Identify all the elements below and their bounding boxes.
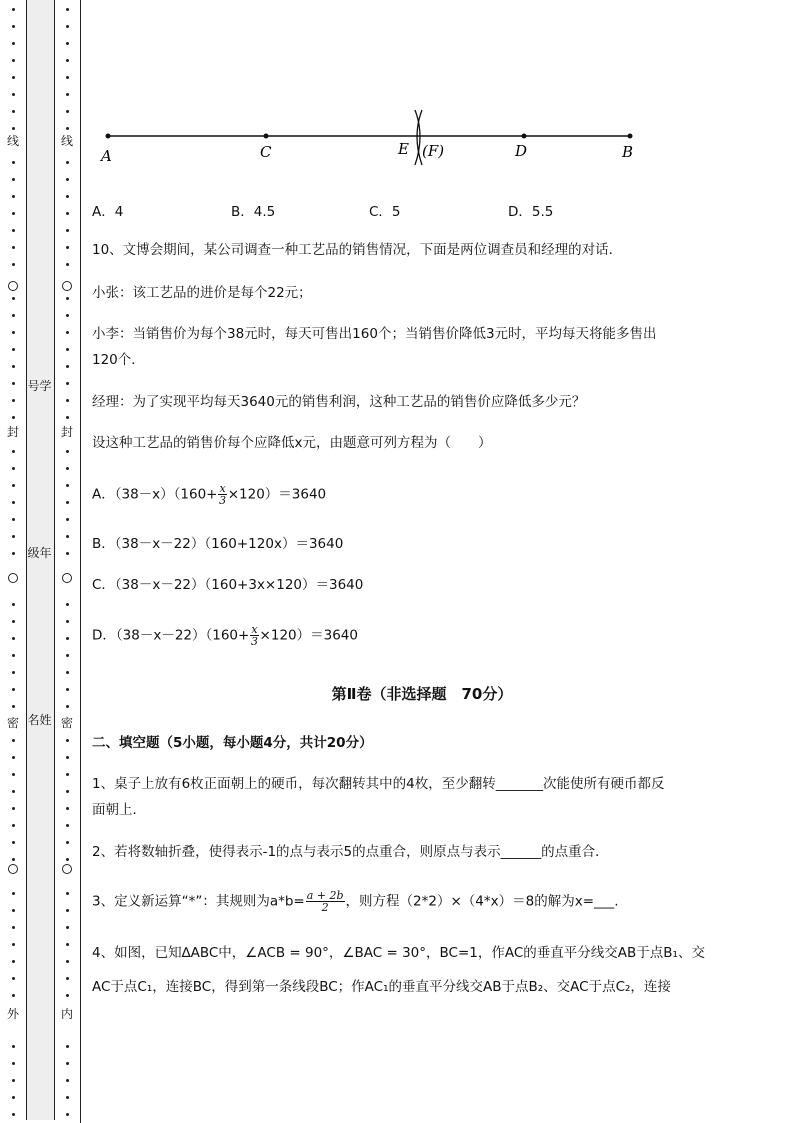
binding-dot xyxy=(66,416,69,419)
binding-dot xyxy=(12,416,15,419)
binding-dot xyxy=(66,926,69,929)
q10-stem: 10、文博会期间，某公司调查一种工艺品的销售情况，下面是两位调查员和经理的对话． xyxy=(92,242,623,258)
binding-dot xyxy=(12,1113,15,1116)
binding-dot xyxy=(12,42,15,45)
q10-li-line1: 小李：当销售价为每个38元时，每天可售出160个；当销售价降低3元时，平均每天将能多售出 xyxy=(92,326,657,342)
binding-dot xyxy=(12,858,15,861)
outer-mark-secret: 密 xyxy=(6,716,19,730)
q10-setup: 设这种工艺品的销售价每个应降低x元，由题意可列方程为（ ） xyxy=(92,435,492,451)
inner-mark-inside: 内 xyxy=(60,1007,73,1021)
q10-option-a: A．（38－x）（160+ $\frac{x}{3}$ ×120）＝3640 xyxy=(92,482,327,507)
inner-mark-seal: 封 xyxy=(60,425,73,439)
binding-dot xyxy=(66,76,69,79)
binding-dot xyxy=(66,705,69,708)
binding-margin-inner xyxy=(54,0,81,1123)
binding-dot xyxy=(12,1096,15,1099)
outer-mark-seal: 封 xyxy=(6,425,19,439)
q9-option-b: B．4.5 xyxy=(231,204,276,220)
binding-dot xyxy=(12,484,15,487)
number-line-diagram xyxy=(95,105,655,175)
binding-dot xyxy=(66,1062,69,1065)
binding-dot xyxy=(12,93,15,96)
binding-dot xyxy=(12,297,15,300)
fill-q4-line2: AC于点C₁，连接BC，得到第一条线段BC；作AC₁的垂直平分线交AB于点B₂、交AC于点C₂，连接 xyxy=(92,979,671,995)
binding-dot xyxy=(12,178,15,181)
binding-dot xyxy=(12,450,15,453)
outer-mark-line: 线 xyxy=(6,134,19,148)
binding-dot xyxy=(12,110,15,113)
binding-hole-circle xyxy=(8,281,18,291)
binding-dot xyxy=(12,59,15,62)
binding-dot xyxy=(66,1096,69,1099)
binding-dot xyxy=(12,977,15,980)
student-number-label: 号学 xyxy=(27,379,52,393)
fraction-x-over-3: $\frac{x}{3}$ xyxy=(219,482,227,507)
binding-dot xyxy=(66,739,69,742)
binding-dot xyxy=(66,943,69,946)
q10-manager: 经理：为了实现平均每天3640元的销售利润，这种工艺品的销售价应降低多少元？ xyxy=(92,394,586,410)
binding-hole-circle xyxy=(62,281,72,291)
binding-dot xyxy=(66,620,69,623)
binding-dot xyxy=(66,1113,69,1116)
binding-dot xyxy=(12,841,15,844)
point-c xyxy=(264,134,269,139)
binding-dot xyxy=(12,1045,15,1048)
binding-hole-circle xyxy=(8,573,18,583)
binding-dot xyxy=(12,246,15,249)
point-d xyxy=(522,134,527,139)
q10-option-c: C．（38－x－22）（160+3x×120）＝3640 xyxy=(92,577,364,593)
binding-dot xyxy=(66,773,69,776)
binding-dot xyxy=(12,365,15,368)
binding-dot xyxy=(12,314,15,317)
q9-option-c: C．5 xyxy=(369,204,401,220)
label-f: (F) xyxy=(422,142,445,160)
binding-dot xyxy=(66,909,69,912)
point-b xyxy=(628,134,633,139)
binding-dot xyxy=(12,637,15,640)
binding-dot xyxy=(66,314,69,317)
fill-blank-section-heading: 二、填空题（5小题，每小题4分，共计20分） xyxy=(92,735,373,751)
label-e: E xyxy=(398,140,409,158)
fill-q1-line2: 面朝上． xyxy=(92,802,146,818)
binding-dot xyxy=(66,484,69,487)
binding-dot xyxy=(66,195,69,198)
binding-dot xyxy=(66,93,69,96)
fill-q2: 2、若将数轴折叠，使得表示-1的点与表示5的点重合，则原点与表示______的点重合． xyxy=(92,844,609,860)
binding-dot xyxy=(12,212,15,215)
binding-dot xyxy=(66,756,69,759)
binding-dot xyxy=(12,620,15,623)
binding-dot xyxy=(12,671,15,674)
inner-mark-secret: 密 xyxy=(60,716,73,730)
binding-dot xyxy=(12,654,15,657)
binding-dot xyxy=(12,739,15,742)
binding-dot xyxy=(66,297,69,300)
binding-dot xyxy=(66,42,69,45)
binding-dot xyxy=(12,399,15,402)
binding-dot xyxy=(12,501,15,504)
binding-dot xyxy=(12,348,15,351)
binding-dot xyxy=(66,450,69,453)
binding-dot xyxy=(66,603,69,606)
binding-dot xyxy=(66,382,69,385)
q9-option-a: A．4 xyxy=(92,204,124,220)
binding-dot xyxy=(12,552,15,555)
binding-dot xyxy=(12,1062,15,1065)
binding-dot xyxy=(66,263,69,266)
binding-dot xyxy=(66,807,69,810)
label-b: B xyxy=(622,143,634,161)
binding-dot xyxy=(12,1079,15,1082)
binding-dot xyxy=(66,977,69,980)
binding-dot xyxy=(66,654,69,657)
binding-dot xyxy=(66,110,69,113)
binding-dot xyxy=(66,637,69,640)
fraction-a-plus-2b-over-2: $\frac{a + 2b}{2}$ xyxy=(306,889,344,914)
binding-dot xyxy=(66,348,69,351)
binding-dot xyxy=(12,195,15,198)
binding-dot xyxy=(12,790,15,793)
binding-dot xyxy=(66,671,69,674)
outer-mark-outside: 外 xyxy=(6,1007,19,1021)
binding-dot xyxy=(12,535,15,538)
binding-dot xyxy=(12,824,15,827)
binding-dot xyxy=(66,467,69,470)
binding-dot xyxy=(66,824,69,827)
binding-dot xyxy=(12,25,15,28)
binding-dot xyxy=(66,161,69,164)
binding-dot xyxy=(66,518,69,521)
binding-dot xyxy=(12,960,15,963)
binding-dot xyxy=(12,263,15,266)
binding-dot xyxy=(12,229,15,232)
binding-dot xyxy=(66,229,69,232)
binding-dot xyxy=(66,365,69,368)
binding-dot xyxy=(12,943,15,946)
binding-dot xyxy=(66,960,69,963)
binding-dot xyxy=(66,552,69,555)
binding-dot xyxy=(12,892,15,895)
fill-q1-line1: 1、桌子上放有6枚正面朝上的硬币，每次翻转其中的4枚，至少翻转_______次能使所有硬币都反 xyxy=(92,776,665,792)
binding-margin-outer xyxy=(0,0,26,1123)
binding-dot xyxy=(66,858,69,861)
binding-hole-circle xyxy=(8,864,18,874)
fill-q3: 3、定义新运算“*”：其规则为a*b= $\frac{a + 2b}{2}$ ，则方程（2*2）×（4*x）＝8的解为x=___. xyxy=(92,889,619,914)
binding-dot xyxy=(12,994,15,997)
binding-dot xyxy=(12,161,15,164)
q10-option-d: D．（38－x－22）（160+ $\frac{x}{3}$ ×120）＝3640 xyxy=(92,623,358,648)
binding-hole-circle xyxy=(62,864,72,874)
label-c: C xyxy=(260,143,272,161)
binding-dot xyxy=(66,1079,69,1082)
binding-dot xyxy=(12,705,15,708)
binding-dot xyxy=(12,909,15,912)
binding-dot xyxy=(12,688,15,691)
binding-dot xyxy=(66,535,69,538)
binding-dot xyxy=(12,926,15,929)
binding-dot xyxy=(66,127,69,130)
fill-q4-line1: 4、如图，已知∆ABC中，∠ACB = 90°，∠BAC = 30°，BC=1，作AC的垂直平分线交AB于点B₁、交 xyxy=(92,945,705,961)
name-label: 名姓 xyxy=(27,713,52,727)
binding-dot xyxy=(66,59,69,62)
binding-dot xyxy=(66,501,69,504)
part-two-title: 第Ⅱ卷（非选择题 70分） xyxy=(331,685,513,703)
binding-dot xyxy=(12,807,15,810)
inner-mark-line: 线 xyxy=(60,134,73,148)
binding-dot xyxy=(66,8,69,11)
binding-hole-circle xyxy=(62,573,72,583)
binding-dot xyxy=(66,246,69,249)
binding-dot xyxy=(12,518,15,521)
binding-dot xyxy=(66,688,69,691)
binding-dot xyxy=(12,331,15,334)
binding-dot xyxy=(66,892,69,895)
q10-zhang: 小张：该工艺品的进价是每个22元； xyxy=(92,285,312,301)
point-a xyxy=(106,134,111,139)
binding-dot xyxy=(66,399,69,402)
binding-dot xyxy=(12,467,15,470)
binding-dot xyxy=(12,8,15,11)
binding-dot xyxy=(12,773,15,776)
binding-dot xyxy=(66,212,69,215)
binding-dot xyxy=(66,790,69,793)
binding-dot xyxy=(66,178,69,181)
q9-option-d: D．5.5 xyxy=(508,204,554,220)
q10-li-line2: 120个． xyxy=(92,352,145,368)
binding-dot xyxy=(12,127,15,130)
binding-dot xyxy=(66,331,69,334)
fraction-x-over-3: $\frac{x}{3}$ xyxy=(250,623,258,648)
binding-dot xyxy=(66,994,69,997)
binding-dot xyxy=(66,841,69,844)
q10-option-b: B．（38－x－22）（160+120x）＝3640 xyxy=(92,536,344,552)
binding-dot xyxy=(66,1045,69,1048)
binding-dot xyxy=(12,756,15,759)
grade-label: 级年 xyxy=(27,546,52,560)
label-d: D xyxy=(515,142,528,160)
label-a: A xyxy=(101,147,112,165)
binding-dot xyxy=(66,25,69,28)
binding-dot xyxy=(12,76,15,79)
binding-dot xyxy=(12,382,15,385)
binding-dot xyxy=(12,603,15,606)
